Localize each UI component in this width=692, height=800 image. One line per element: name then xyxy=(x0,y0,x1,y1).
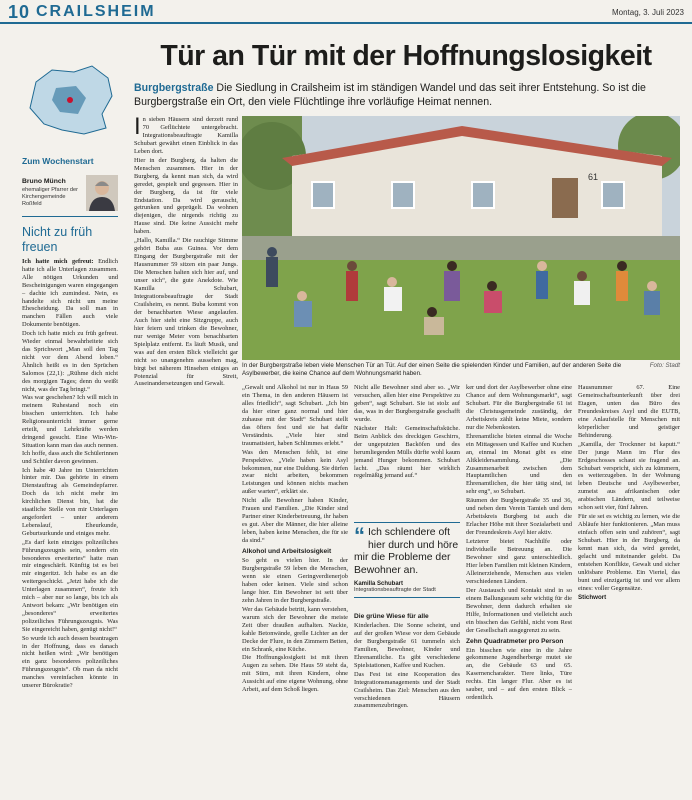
intro-paragraph: In sieben Häusern sind derzeit rund 70 Geflüchtete untergebracht. Integrationsbeauftragte Kamilla Schubart gewährt einen Einblick in das Leben dort. xyxy=(134,113,238,155)
body-paragraph: Räumen der Burgbergstraße 35 und 36, und neben dem Verein Tamieh und dem Arbeitskreis Burgberg ist auch die Erlacher Höhe mit ihrer Sozialarbeit und der Freundeskreis Asyl hier aktiv. xyxy=(466,497,572,537)
dropcap: I xyxy=(134,113,141,140)
body-paragraph: Das Fest ist eine Kooperation des Integrationsmanagements und der Stadt Crailsheim. Das Ziel: Menschen aus den verschiedenen Häusern zusammenzubringen. xyxy=(354,670,460,710)
author-portrait-icon xyxy=(86,175,118,211)
quote-author: Kamilla Schubart xyxy=(354,581,404,588)
article-column-4 xyxy=(578,384,680,603)
author-name: Bruno Münch xyxy=(22,178,66,185)
body-paragraph: Hausnummer 67. Eine Gemeinschaftsunterkunft über drei Etagen, unten das Büro des Freundeskreises Asyl und die EUTB, eine Anlaufstelle für Menschen mit körperlicher und geistiger Behinderung. xyxy=(578,384,680,439)
body-paragraph: Ein bisschen wie eine in die Jahre gekommene Jugendherberge mutet sie an, die Gebäude 63 und 65. Kasernencharakter. Tiere links, Türe rechts. Ein langer Flur. Aber es ist sauber, und – auf den ersten Blick – ordentlich. xyxy=(466,646,572,702)
photo-caption: Foto: Stadt In der Burgbergstraße leben viele Menschen Tür an Tür. Auf der einen Seite die spielenden Kinder und Familien, auf der anderen Seite die Asylbewerber, die keine Chance auf dem Wohnungsmarkt haben. xyxy=(242,362,680,377)
column-label: Zum Wochenstart xyxy=(22,156,94,166)
body-paragraph: Die Hoffnungslosigkeit ist mit ihren Augen zu sehen. Die Haus 59 steht da, mit Stirn, mit ihren Kindern, ohne Aussicht auf eine eigene Wohnung, ohne Arbeit, auf dem Schoß liegen. xyxy=(242,654,348,694)
article-column-2 xyxy=(354,384,460,481)
quote-mark-icon: “ xyxy=(354,523,365,548)
column-divider xyxy=(22,216,118,217)
commentary-paragraph: „Es darf kein einziges polizeiliches Führungszeugnis sein, sondern ein besonderes erweitertes“ hatte man mir eingeschärft. Künftig ist es bei mir eingeritzt. Ich habe es an die weitergeschickt. „Jetzt habe ich die Unterlagen zusammen“, freute ich mich – aber nur so lange, bis ich als Antwort bekam: „Wir benötigen ein „besonderes“ erweitertes polizeiliches Führungszeugnis. Was Sie eingereicht haben, genügt nicht!“ xyxy=(22,538,118,633)
subheading: Die grüne Wiese für alle xyxy=(354,613,429,620)
commentary-paragraph: Was war geschehen? Ich will mich in meinem Ruhestand noch ein bisschen unterrichten. Ich habe Religionsunterricht immer gerne erteilt, und Lehrkräfte werden dringend gesucht. Eine Win-Win-Situation kann man das auch nennen. Ich hoffe, dass auch die Schülerinnen und Schüler davon gewinnen. xyxy=(22,394,118,465)
commentary-body xyxy=(22,258,118,691)
quote-text: Ich schlendere oft hier durch und höre mir die Probleme der Bewohner an. xyxy=(354,527,459,576)
body-paragraph: Für sie sei es wichtig zu lernen, wie die Abläufe hier funktionieren. „Man muss einfach offen sein und zuhören“, sagt Schubart. Hier in der Burgberg, da kennt man sich, da wird geredet, gelacht und miteinander gelebt. Da entstehen Konflikte, Gewalt und sicher unlösbare Probleme. Ein Viertel, das bunt und einzigartig ist und vor allem eines: voller Gegensätze. xyxy=(578,513,680,592)
issue-date: Montag, 3. Juli 2023 xyxy=(611,8,684,17)
intro-paragraph: Hier in der Burgberg, da halten die Menschen zusammen. Hier in der Burgberg, da kennt man sich, da wird geredet, gespielt und gegessen. Hier in der Burgberg, da ist für viele Endstation. Da wird gerauscht, getrunken und geprügelt. Da wohnen diejenigen, die nirgends richtig zu Hause sind. Die keine Aussicht mehr haben. xyxy=(134,156,238,236)
subheading: Zehn Quadratmeter pro Person xyxy=(466,637,564,645)
commentary-title: Nicht zu früh freuen xyxy=(22,225,93,254)
house-number-sign: 61 xyxy=(588,172,599,182)
commentary-paragraph: Doch ich hatte mich zu früh gefreut. Wieder einmal bewahrheitete sich das Sprichwort „Man soll den Tag nicht vor dem Abend loben.“ Ähnlich heißt es in den Sprüchen Salomos (22,1): „Rühme dich nicht des morgigen Tages; denn du weißt nicht, was der Tag bringt.“ xyxy=(22,330,118,393)
article-intro xyxy=(134,113,238,389)
article-column-1 xyxy=(242,384,348,695)
intro-paragraph: „Hallo, Kamilla.“ Die rauchige Stimme gehört Buba aus Guinea. Vor dem Eingang der Burgbergstraße mit der Hausnummer 59 sitzen ein paar Jungs. Die Menschen halten sich hier auf, und unser sich“, die gute Anekdote. Wie Kamilla Schubart, Integrationsbeauftragte der Stadt Crailsheim, es nennt. Buba kommt von der benachbarten Wiese angelaufen. Auch hier steht eine Sitzgruppe, auch hier feiern und trinken die Bewohner, nur wenige Meter vom benachbarten Spielplatz entfernt. Es läuft Musik, und was auf den ersten Blick vielleicht gar nicht so unangenehm aussehen mag, birgt bei näherem Hinsehen einiges an Potenzial für Streit, Auseinandersetzungen und Gewalt. xyxy=(134,237,238,388)
header-rule xyxy=(0,22,692,24)
body-paragraph: Was den Menschen fehlt, ist eine Perspektive. „Viele haben kein Asyl bekommen, nur eine Duldung. Sie dürfen zwar nicht arbeiten, bekommen Leistungen und können nichts machen außer warten“, erklärt sie. xyxy=(242,448,348,496)
body-paragraph: Kinderlachen. Die Sonne scheint, und auf der großen Wiese vor dem Gebäude der Burgbergstraße 61 tummeln sich Familien, Bewohner, Kinder und Ehrenamtliche. Es gibt verschiedene Spielstationen, Kaffee und Kuchen. xyxy=(354,621,460,669)
body-paragraph: Nicht alle Bewohner sind aber so. „Wir versuchen, allen hier eine Perspektive zu geben“, sagt Schubart. Sie ist stolz auf das, was in der Burgbergstraße geschafft wurde. xyxy=(354,384,460,423)
body-paragraph: Wer das Gebäude betritt, kann verstehen, warum sich der Bewohner die meiste Zeit über draußen aufhalten. Nackte, kahle Betonwände, grelle Lichter an der Decke der Flure, in den Zimmern Betten, ein Schrank, eine Küche. xyxy=(242,605,348,653)
commentary-paragraph: Ich hatte mich gefreut: Endlich hatte ich alle Unterlagen zusammen. Alle nötigen Urkunden und Bescheinigungen waren eingegangen – dachte ich zumindest. Nein, es handelte sich nicht um meine Ehescheidung. Da soll man in manchen Fällen auch viele Dokumente benötigen. xyxy=(22,258,118,329)
author-role: ehemaliger Pfarrer der Kirchengemeinde Roßfeld xyxy=(22,187,78,207)
section-title: CRAILSHEIM xyxy=(36,3,156,20)
body-paragraph: Letzterer bietet Nachhilfe oder individuelle Betreuung an. Die Bewohner sind ganz unterschiedlich. Hier leben Familien mit kleinen Kindern, Alleinerziehende, Menschen aus vielen verschiedenen Ländern. xyxy=(466,538,572,585)
commentary-paragraph: So wurde ich auch dessen beantragen in der Hoffnung, dass es danach nicht heißen wird: „Wir benötigen ein ganz besonderes polizeiliches Führungszeugnis“. Ob man da nicht manches vereinfachen könnte in unserer Bürokratie? xyxy=(22,634,118,690)
body-paragraph: Ehrenamtliche bieten einmal die Woche ein Mittagessen und Kaffee und Kuchen an, einmal im Monat gibt es eine Altkleidersammlung. „Die Zusammenarbeit zwischen dem Hauptamtlichen und den Ehrenamtlichen, die hier tätig sind, ist sehr eng“, so Schubart. xyxy=(466,432,572,496)
pull-quote xyxy=(354,518,460,602)
commentary-paragraph: Ich habe 40 Jahre im Unterrichten hinter mir. Das gehörte in einem Dienstauftrag als Gemeindepfarrer. Doch da ich nicht mehr im kirchlichen Dienst bin, hat die staatliche Stelle von mir Unterlagen angefordert – unter anderem Lebenslauf, Eheurkunde, Geburtsurkunde und einiges mehr. xyxy=(22,466,118,537)
author-signature: Stichwort xyxy=(578,593,607,601)
article-place: Burgbergstraße xyxy=(134,82,214,94)
body-paragraph: „Kamilla, der Trocknner ist kaputt.“ Der junge Mann im Flur des Erdgeschosses schaut sie fragend an. Schubart verspricht, sich zu kümmern, es weiterzugeben. In der Wohnung leben Deutsche und Asylbewerber, zumeist aus afrikanischen oder arabischen Ländern, und teilweise schon seit vier, fünf Jahren. xyxy=(578,440,680,512)
photo-credit: Foto: Stadt xyxy=(649,362,680,369)
body-paragraph: Nicht alle Bewohner haben Kinder, Frauen und Familien. „Die Kinder sind Partner einer Kinderbetreuung, ihr haben es gut. Aber die Männer, die hier alleine leben, haben keine Menschen, die für sie da sind.“ xyxy=(242,497,348,545)
commentary-lead: Ich hatte mich gefreut: xyxy=(22,258,94,265)
article-subline: Burgbergstraße Die Siedlung in Crailsheim ist im ständigen Wandel und das seit ihrer Entstehung. So ist die Burgbergstraße ein Ort, den viele Flüchtlinge ihre vorläufige Heimat nennen. xyxy=(134,82,646,108)
article-column-3 xyxy=(466,384,572,703)
article-photo xyxy=(242,116,680,360)
body-paragraph: So geht es vielen hier. In der Burgbergstraße 59 leben die Menschen, wenn sie einen Geringverdienerjob haben oder keinen. Viele sind schon lange hier. Ein Bewohner ist seit über zehn Jahren in der Burgbergstraße. xyxy=(242,557,348,604)
quote-rule xyxy=(354,597,460,598)
body-paragraph: Der Austausch und Kontakt sind in so einem Ballungsraum sehr wichtig für die Bewohner, denn dadurch erhalten sie Hilfe, Informationen und vielleicht auch ein bisschen das Gefühl, nicht vom Rest der Gesellschaft ausgegrenzt zu sein. xyxy=(466,586,572,634)
article-column-2-lower xyxy=(354,610,460,711)
page-header xyxy=(0,0,692,24)
body-paragraph: Nächster Halt: Gemeinschaftsküche. Beim Anblick des dreckigen Geschirrs, der ungeputzten Backöfen und des herumliegenden Mülls dürfte wohl kaum jemand Hunger bekommen. Schubart lacht. „Das räumt hier wirklich regelmäßig jemand auf.“ xyxy=(354,424,460,480)
locator-map-icon xyxy=(22,62,118,138)
page-number: 10 xyxy=(8,2,31,22)
subheading: Alkohol und Arbeitslosigkeit xyxy=(242,548,332,556)
body-paragraph: „Gewalt und Alkohol ist nur in Haus 59 ein Thema, in den anderen Häusern ist alles friedlich“, sagt Schubart. „Ich bin da hier einer ganz normal und hier zuhause mit der Stadt“ Schubart stellt das öfters fest und sie hat dafür Verständnis. „Viele hier sind traumatisiert, haben Schlimmes erlebt.“ xyxy=(242,384,348,447)
article-headline: Tür an Tür mit der Hoffnungslosigkeit xyxy=(160,40,652,72)
quote-author-role: Integrationsbeauftragte der Stadt xyxy=(354,587,436,594)
quote-rule xyxy=(354,522,460,523)
body-paragraph: ker und dort der Asylbewerber ohne eine Chance auf dem Wohnungsmarkt“, sagt Schubart. Für die Burgbergstraße 61 ist die Christusgemeinde zuständig, der Arbeitskreis zählt keine Miete, sondern nur die Nebenkosten. xyxy=(466,384,572,431)
